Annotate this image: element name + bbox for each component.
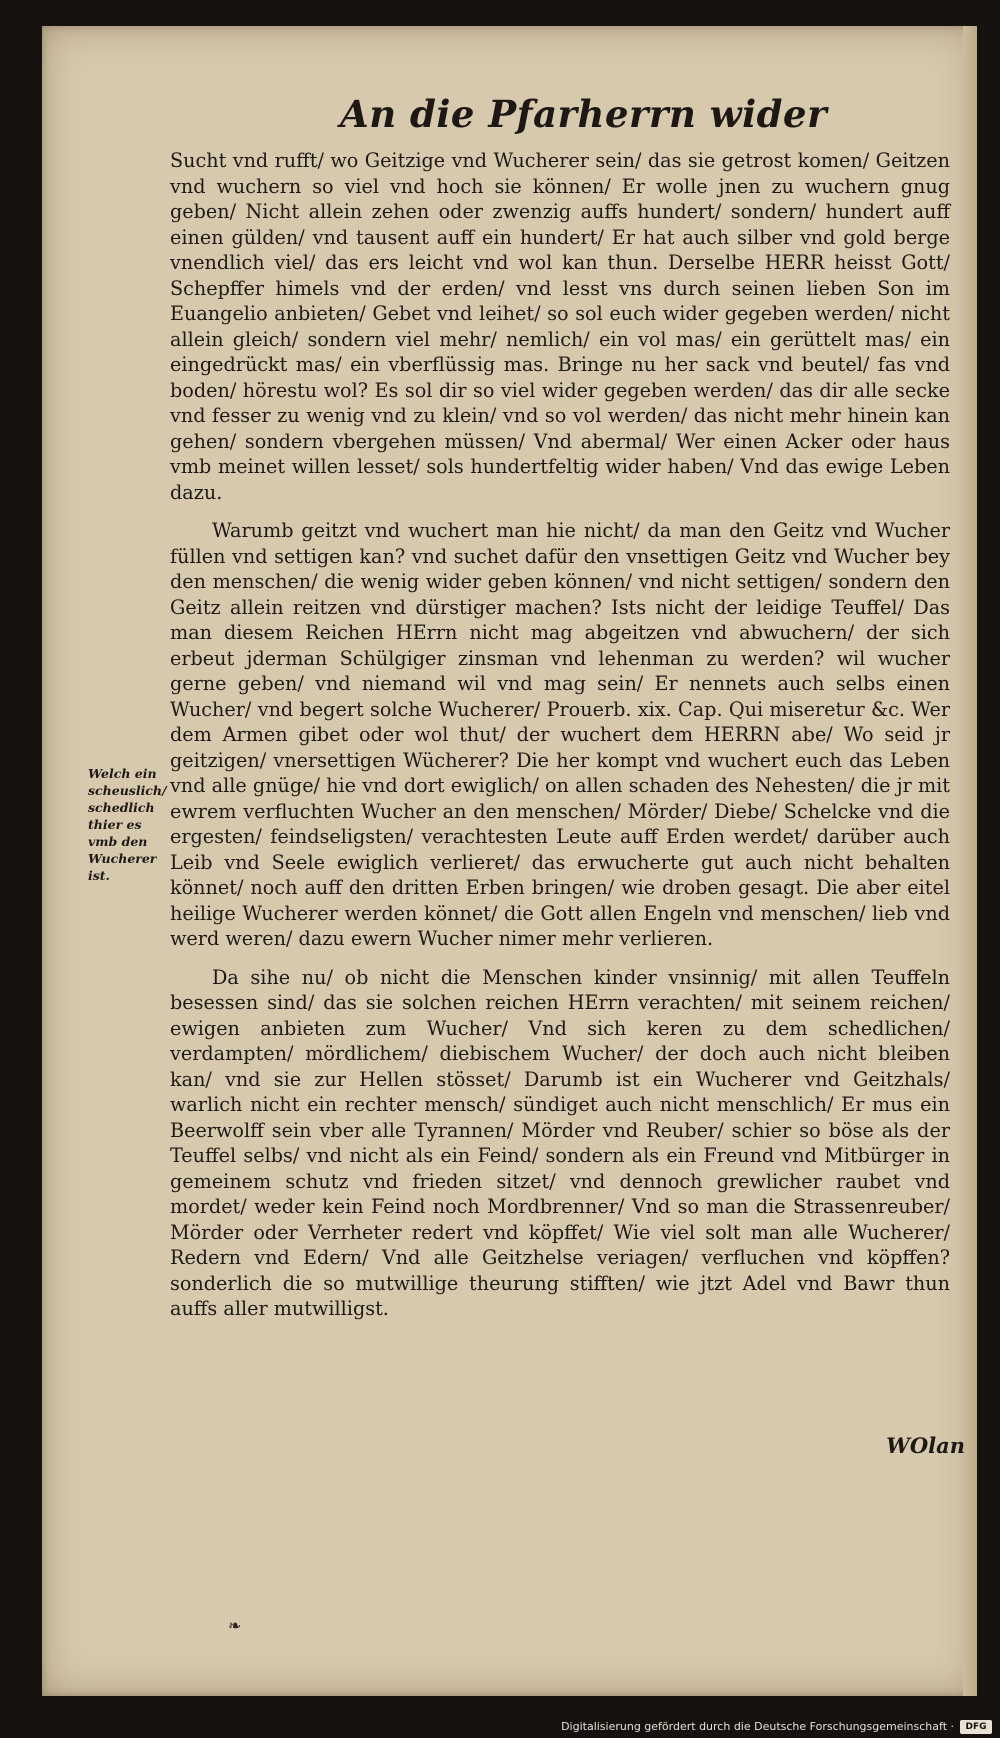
paragraph-3: Da sihe nu/ ob nicht die Menschen kinder vnsinnig/ mit allen Teuffeln besessen sind/ das sie solchen reichen HErrn verachten/ mit seinem reichen/ ewigen anbieten zum Wucher/ Vnd sich keren zu dem schedlichen/ verdampten/ mördlichem/ diebischem Wucher/ der doch auch nicht bleiben kan/ vnd sie zur Hellen stösset/ Darumb ist ein Wucherer vnd Geitzhals/ warlich nicht ein rechter mensch/ sündiget auch nicht menschlich/ Er mus ein Beerwolff sein vber alle Tyrannen/ Mörder vnd Reuber/ schier so böse als der Teuffel selbs/ vnd nicht als ein Feind/ sondern als ein Freund vnd Mitbürger in gemeinem schutz vnd frieden sitzet/ vnd dennoch grewlicher raubet vnd mordet/ weder kein Feind noch Mordbrenner/ Vnd so man die Strassenreuber/ Mörder oder Verrheter redert vnd köpffet/ Wie viel solt man alle Wucherer/ Redern vnd Edern/ Vnd alle Geitzhelse veriagen/ verfluchen vnd köpffen? sonderlich die so mutwillige theurung stifften/ wie jtzt Adel vnd Bawr thun auffs aller mutwilligst. (170, 965, 950, 1320)
footer-bar (0, 1712, 1000, 1738)
marginal-note: Welch ein scheuslich/ schedlich thier es vmb den Wucherer ist. (88, 766, 167, 883)
stray-ink-mark: ❧ (228, 1616, 242, 1635)
page-edge (963, 26, 977, 1696)
paragraph-1: Sucht vnd rufft/ wo Geitzige vnd Wucherer sein/ das sie getrost komen/ Geitzen vnd wuchern so viel vnd hoch sie können/ Er wolle jnen zu wuchern gnug geben/ Nicht allein zehen oder zwenzig auffs hundert/ sondern/ hundert auff einen gülden/ vnd tausent auff ein hundert/ Er hat auch silber vnd gold berge vnendlich viel/ das ers leicht vnd wol kan thun. Derselbe HERR heisst Gott/ Schepffer himels vnd der erden/ vnd lesst vns durch seinen lieben Son im Euangelio anbieten/ Gebet vnd leihet/ so sol euch wider gegeben werden/ nicht allein gleich/ sondern viel mehr/ nemlich/ ein vol mas/ ein gerüttelt mas/ ein eingedrückt mas/ ein vberflüssig mas. Bringe nu her sack vnd beutel/ fas vnd boden/ hörestu wol? Es sol dir so viel wider gegeben werden/ das dir alle secke vnd fesser zu wenig vnd zu klein/ vnd so vol werden/ das nicht mehr hinein kan gehen/ sondern vbergehen müssen/ Vnd abermal/ Wer einen Acker oder haus vmb meinet willen lesset/ sols hundertfeltig wider haben/ Vnd das ewige Leben dazu. (170, 149, 950, 504)
main-text-block (170, 148, 950, 1335)
catchword: WOlan (886, 1433, 965, 1458)
running-title: An die Pfarherrn wider (340, 92, 828, 136)
footer-credit: Digitalisierung gefördert durch die Deutsche Forschungsgemeinschaft · (561, 1720, 954, 1733)
dfg-logo-icon: DFG (960, 1720, 992, 1734)
paragraph-2: Warumb geitzt vnd wuchert man hie nicht/ da man den Geitz vnd Wucher füllen vnd settigen kan? vnd suchet dafür den vnsettigen Geitz vnd Wucher bey den menschen/ die wenig wider geben können/ vnd nicht settigen/ sondern den Geitz allein reitzen vnd dürstiger machen? Ists nicht der leidige Teuffel/ Das man diesem Reichen HErrn nicht mag abgeitzen vnd abwuchern/ der sich erbeut jderman Schülgiger zinsman vnd lehenman zu werden? wil wucher gerne geben/ vnd niemand wil vnd mag sein/ Er nennets auch selbs einen Wucher/ vnd begert solche Wucherer/ Prouerb. xix. Cap. Qui miseretur &c. Wer dem Armen gibet oder wol thut/ der wuchert dem HERRN abe/ Wo seid jr geitzigen/ vnersettigen Wücherer? Die her kompt vnd wuchert euch das Leben vnd alle gnüge/ hie vnd dort ewiglich/ on allen schaden des Nehesten/ die jr mit ewrem verfluchten Wucher an den menschen/ Mörder/ Diebe/ Schelcke vnd die ergesten/ feindseligsten/ verachtesten Leute auff Erden werdet/ darüber auch Leib vnd Seele ewiglich verlieret/ das erwucherte gut auch nicht behalten könnet/ noch auff den dritten Erben bringen/ wie droben gesagt. Die aber eitel heilige Wucherer werden könnet/ die Gott allen Engeln vnd menschen/ lieb vnd werd weren/ dazu ewern Wucher nimer mehr verlieren. (170, 519, 950, 950)
